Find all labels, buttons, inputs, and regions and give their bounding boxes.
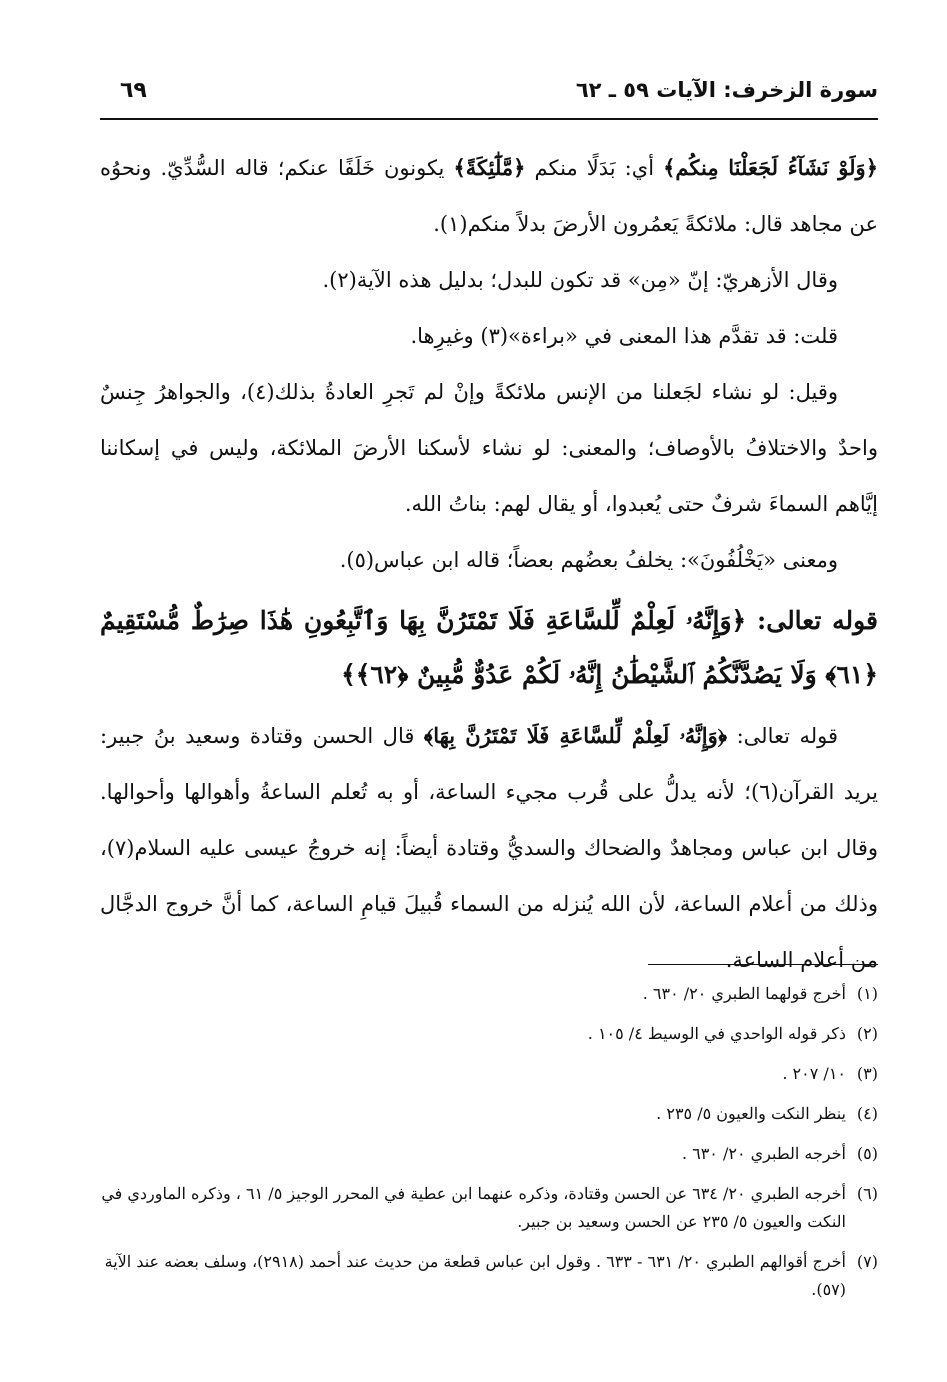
- paragraph-3: قلت: قد تقدَّم هذا المعنى في «براءة»(٣) وغيرِها.: [410, 324, 838, 348]
- footnote-text: ١٠/ ٢٠٧ .: [782, 1064, 846, 1083]
- footnote: [100, 1248, 878, 1304]
- quran-quote: ﴿وَإِنَّهُۥ لَعِلْمٌ لِّلسَّاعَةِ فَلَا تَمْتَرُنَّ بِهَا﴾: [423, 723, 728, 748]
- paragraph-text: يكونون خَلَفًا عنكم؛ قاله السُّدِّيّ. ونحوُه عن مجاهد قال: ملائكةً يَعمُرون الأرضَ بدلاً منكم(١).: [100, 156, 878, 236]
- footnotes: [100, 980, 878, 1316]
- footnote: [100, 1060, 878, 1088]
- footnote-number: (٧): [856, 1252, 878, 1271]
- footnote-number: (١): [856, 984, 878, 1003]
- footnote-text: أخرجه الطبري ٢٠/ ٦٣٠ .: [681, 1144, 846, 1163]
- footnote: [100, 1020, 878, 1048]
- paragraph-1: [100, 140, 878, 252]
- paragraph-text: أي: بَدَلًا منكم: [525, 156, 664, 180]
- footnote: [100, 1180, 878, 1236]
- footnote: [100, 1100, 878, 1128]
- header-divider: [100, 118, 878, 120]
- footnote-text: أخرج قولهما الطبري ٢٠/ ٦٣٠ .: [642, 984, 846, 1003]
- footnote-number: (٢): [856, 1024, 878, 1043]
- footnote-number: (٣): [856, 1064, 878, 1083]
- footnote-number: (٥): [856, 1144, 878, 1163]
- footnote-text: ينظر النكت والعيون ٥/ ٢٣٥ .: [656, 1104, 846, 1123]
- footnote: [100, 1140, 878, 1168]
- paragraph-text: قال الحسن وقتادة وسعيد بنُ جبير: يريد القرآن(٦)؛ لأنه يدلُّ على قُرب مجيء الساعة، أو به تُعلم الساعةُ وأهوالها وأحوالها. وقال ابن عباس ومجاهدٌ والضحاك والسديُّ وقتادة أيضاً: إنه خروجُ عيسى عليه السلام(٧)، وذلك من أعلام الساعة، لأن الله يُنزله من السماء قُبيلَ قيامِ الساعة، كما أنَّ خروج الدجَّال من أعلام الساعة.: [100, 724, 878, 972]
- running-header: [100, 78, 878, 114]
- footnote-number: (٦): [856, 1184, 878, 1203]
- footnote-text: ذكر قوله الواحدي في الوسيط ٤/ ١٠٥ .: [587, 1024, 846, 1043]
- footnote-divider: [648, 964, 878, 965]
- footnote-number: (٤): [856, 1104, 878, 1123]
- quran-quote: ﴿مَّلَٰٓئِكَةً﴾: [453, 155, 526, 180]
- footnote-text: أخرج أقوالهم الطبري ٢٠/ ٦٣١ - ٦٣٣ . وقول ابن عباس قطعة من حديث عند أحمد (٢٩١٨)، وسلف بعضه عند الآية (٥٧).: [104, 1252, 846, 1299]
- quran-quote: ﴿وَلَوْ نَشَآءُ لَجَعَلْنَا مِنكُم﴾: [663, 155, 878, 180]
- main-text: [100, 140, 878, 988]
- verse-heading: قوله تعالى: ﴿وَإِنَّهُۥ لَعِلْمٌ لِّلسَّاعَةِ فَلَا تَمْتَرُنَّ بِهَا وَٱتَّبِعُونِ هَٰذَا صِرَٰطٌ مُّسْتَقِيمٌ ﴿٦١﴾ وَلَا يَصُدَّنَّكُمُ ٱلشَّيْطَٰنُ إِنَّهُۥ لَكُمْ عَدُوٌّ مُّبِينٌ ﴿٦٢﴾﴾: [100, 606, 878, 689]
- paragraph-5: ومعنى «يَخْلُفُونَ»: يخلفُ بعضُهم بعضاً؛ قاله ابن عباس(٥).: [339, 548, 838, 572]
- paragraph-2: وقال الأزهريّ: إنّ «مِن» قد تكون للبدل؛ بدليل هذه الآية(٢).: [322, 268, 838, 292]
- paragraph-text: قوله تعالى:: [727, 724, 839, 748]
- paragraph-6: [100, 708, 878, 988]
- footnote-text: أخرجه الطبري ٢٠/ ٦٣٤ عن الحسن وقتادة، وذكره عنهما ابن عطية في المحرر الوجيز ٥/ ٦١ ، وذكره الماوردي في النكت والعيون ٥/ ٢٣٥ عن الحسن وسعيد بن جبير.: [101, 1184, 846, 1231]
- footnote: [100, 980, 878, 1008]
- chapter-title: سورة الزخرف: الآيات ٥٩ ـ ٦٢: [575, 78, 878, 102]
- paragraph-4: وقيل: لو نشاء لجَعلنا من الإنس ملائكةً وإنْ لم تَجرِ العادةُ بذلك(٤)، والجواهرُ جِنسٌ واحدٌ والاختلافُ بالأوصاف؛ والمعنى: لو نشاء لأسكنا الأرضَ الملائكة، وليس في إسكاننا إيَّاهم السماءَ شرفٌ حتى يُعبدوا، أو يقال لهم: بناتُ الله.: [100, 380, 878, 516]
- page-number: ٦٩: [120, 78, 147, 103]
